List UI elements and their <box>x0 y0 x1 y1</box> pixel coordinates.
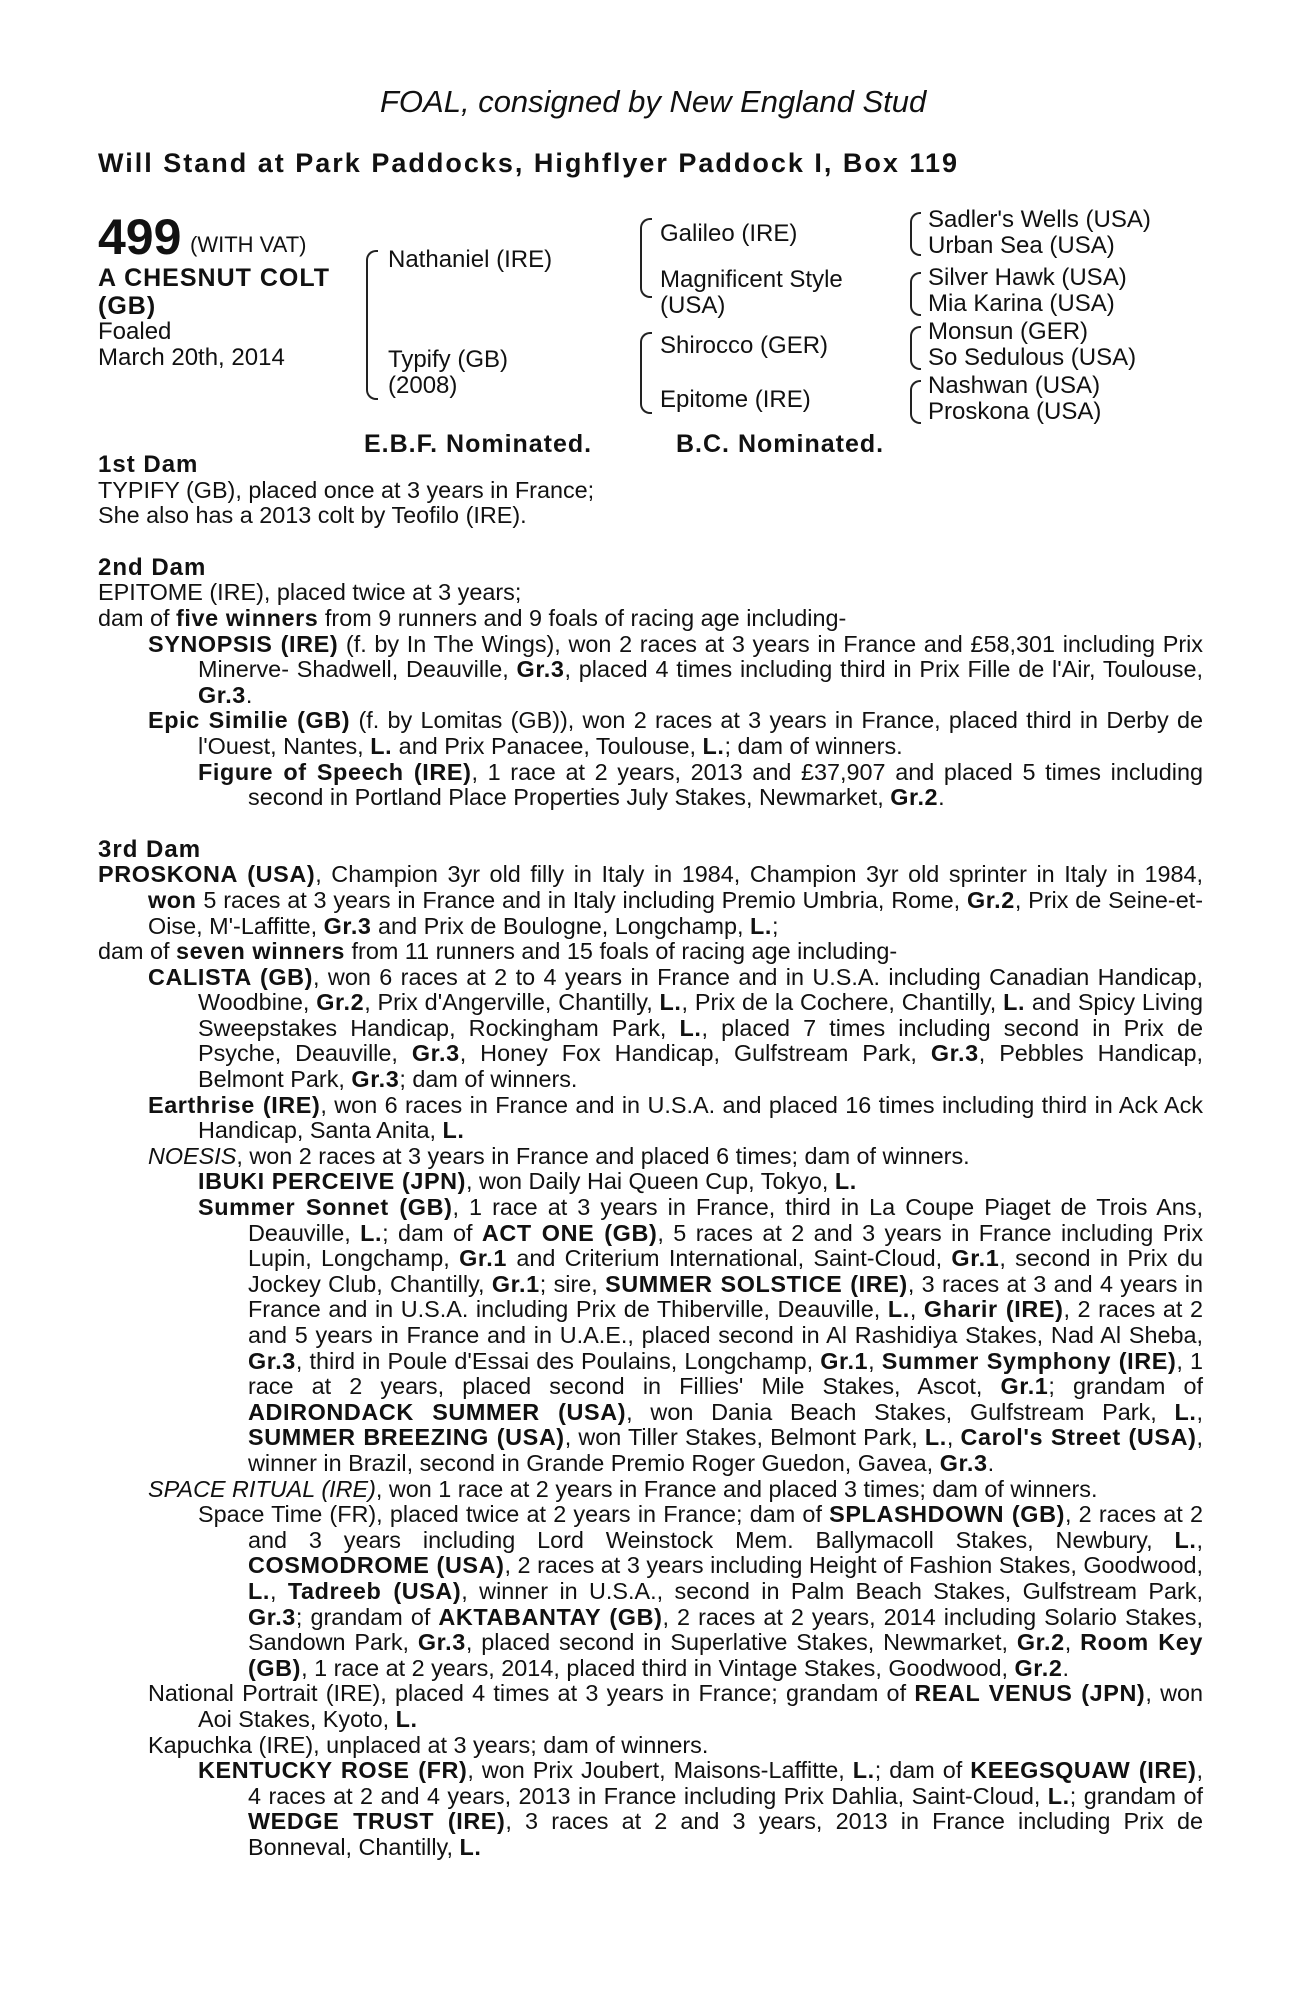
pedigree-sds: Silver Hawk (USA) <box>928 264 1127 291</box>
third-dam-damof: dam of seven winners from 11 runners and 15 foals of racing age including- <box>98 938 898 965</box>
figure-of-speech-entry: Figure of Speech (IRE), 1 race at 2 years, 2013 and £37,907 and placed 5 times including second in Portland Place Properties July Stakes, Newmarket, Gr.2. <box>198 758 1203 811</box>
pedigree-brace-1 <box>366 250 378 400</box>
pedigree-dam-line2: (2008) <box>388 372 458 399</box>
kentucky-rose-entry: KENTUCKY ROSE (FR), won Prix Joubert, Maisons-Laffitte, L.; dam of KEEGSQUAW (IRE), 4 races at 2 and 4 years, 2013 in France including Prix Dahlia, Saint-Cloud, L.; grandam of WEDGE TRUST (IRE), 3 races at 2 and 3 years, 2013 in France including Prix de Bonneval, Chantilly, L. <box>198 1757 1203 1860</box>
pedigree-brace-3d <box>910 380 921 424</box>
bc-nominated: B.C. Nominated. <box>676 430 885 458</box>
ebf-nominated: E.B.F. Nominated. <box>364 430 593 458</box>
pedigree-dam-line1: Typify (GB) <box>388 346 509 373</box>
pedigree-sd-line2: (USA) <box>660 292 726 319</box>
first-dam-line2: She also has a 2013 colt by Teofilo (IRE). <box>98 502 527 529</box>
pedigree-sire: Nathaniel (IRE) <box>388 246 553 273</box>
first-dam-line1: TYPIFY (GB), placed once at 3 years in France; <box>98 476 595 503</box>
lot-title <box>98 264 330 320</box>
pedigree-sss: Sadler's Wells (USA) <box>928 206 1151 233</box>
pedigree-brace-3c <box>910 326 921 370</box>
national-portrait-entry: National Portrait (IRE), placed 4 times at 3 years in France; grandam of REAL VENUS (JPN), won Aoi Stakes, Kyoto, L. <box>148 1680 1203 1732</box>
pedigree-ddd: Proskona (USA) <box>928 398 1102 425</box>
foaled-date: March 20th, 2014 <box>98 344 285 371</box>
pedigree-brace-3a <box>910 212 921 256</box>
pedigree-brace-2b <box>640 332 652 414</box>
pedigree-sdd: Mia Karina (USA) <box>928 290 1115 317</box>
pedigree-dd: Epitome (IRE) <box>660 386 811 413</box>
pedigree-brace-3b <box>910 272 921 316</box>
noesis-entry: NOESIS, won 2 races at 3 years in France and placed 6 times; dam of winners. <box>148 1142 970 1169</box>
second-dam-damof: dam of five winners from 9 runners and 9 foals of racing age including- <box>98 604 847 631</box>
third-dam-heading: 3rd Dam <box>98 835 202 863</box>
pedigree-dss: Monsun (GER) <box>928 318 1089 345</box>
vat-note: (WITH VAT) <box>190 232 307 257</box>
proskona-entry: PROSKONA (USA), Champion 3yr old filly in Italy in 1984, Champion 3yr old sprinter in Italy in 1984, won 5 races at 3 years in France and in Italy including Premio Umbria, Rome, Gr.2, Prix de Seine-et-Oise, M'-Laffitte, Gr.3 and Prix de Boulogne, Longchamp, L.; <box>98 861 1204 939</box>
pedigree-brace-2a <box>640 218 652 298</box>
epic-similie-entry: Epic Similie (GB) (f. by Lomitas (GB)), won 2 races at 3 years in France, placed third in Derby de l'Ouest, Nantes, L. and Prix Panacee, Toulouse, L.; dam of winners. <box>148 707 1203 759</box>
foaled-label: Foaled <box>98 318 172 345</box>
synopsis-entry: SYNOPSIS (IRE) (f. by In The Wings), won 2 races at 3 years in France and £58,301 including Prix Minerve- Shadwell, Deauville, Gr.3, placed 4 times including third in Prix Fille de l'Air, Toulouse, Gr.3. <box>148 630 1204 708</box>
ibuki-entry: IBUKI PERCEIVE (JPN), won Daily Hai Queen Cup, Tokyo, L. <box>198 1168 857 1195</box>
consignor-heading: FOAL, consigned by New England Stud <box>380 84 927 119</box>
pedigree-dds: Nashwan (USA) <box>928 372 1101 399</box>
stand-location: Will Stand at Park Paddocks, Highflyer Paddock I, Box 119 <box>98 148 959 178</box>
lot-number: 499 <box>98 209 182 265</box>
first-dam-heading: 1st Dam <box>98 451 199 478</box>
pedigree-notes <box>98 452 1203 1860</box>
earthrise-entry: Earthrise (IRE), won 6 races in France and in U.S.A. and placed 16 times including third in Ack Ack Handicap, Santa Anita, L. <box>148 1091 1203 1144</box>
pedigree-ss: Galileo (IRE) <box>660 220 798 247</box>
calista-entry: CALISTA (GB), won 6 races at 2 to 4 years in France and in U.S.A. including Canadian Handicap, Woodbine, Gr.2, Prix d'Angerville, Chantilly, L., Prix de la Cochere, Chantilly, L. and Spicy Living Sweepstakes Handicap, Rockingham Park, L., placed 7 times including second in Prix de Psyche, Deauville, Gr.3, Honey Fox Handicap, Gulfstream Park, Gr.3, Pebbles Handicap, Belmont Park, Gr.3; dam of winners. <box>148 963 1204 1093</box>
second-dam-heading: 2nd Dam <box>98 553 207 581</box>
summer-sonnet-entry: Summer Sonnet (GB), 1 race at 3 years in France, third in La Coupe Piaget de Trois Ans, Deauville, L.; dam of ACT ONE (GB), 5 races at 2 and 3 years in France including Prix Lupin, Longchamp, Gr.1 and Criterium International, Saint-Cloud, Gr.1, second in Prix du Jockey Club, Chantilly, Gr.1; sire, SUMMER SOLSTICE (IRE), 3 races at 3 and 4 years in France and in U.S.A. including Prix de Thiberville, Deauville, L., Gharir (IRE), 2 races at 2 and 5 years in France and in U.A.E., placed second in Al Rashidiya Stakes, Nad Al Sheba, Gr.3, third in Poule d'Essai des Poulains, Longchamp, Gr.1, Summer Symphony (IRE), 1 race at 2 years, placed second in Fillies' Mile Stakes, Ascot, Gr.1; grandam of ADIRONDACK SUMMER (USA), won Dania Beach Stakes, Gulfstream Park, L., SUMMER BREEZING (USA), won Tiller Stakes, Belmont Park, L., Carol's Street (USA), winner in Brazil, second in Grande Premio Roger Guedon, Gavea, Gr.3. <box>198 1194 1204 1476</box>
pedigree-dsd: So Sedulous (USA) <box>928 344 1137 371</box>
lot-title-line1: A CHESNUT COLT <box>98 264 331 292</box>
lot-title-line2: (GB) <box>98 292 157 320</box>
space-time-entry: Space Time (FR), placed twice at 2 years in France; dam of SPLASHDOWN (GB), 2 races at 2 and 3 years including Lord Weinstock Mem. Ballymacoll Stakes, Newbury, L., COSMODROME (USA), 2 races at 3 years including Height of Fashion Stakes, Goodwood, L., Tadreeb (USA), winner in U.S.A., second in Palm Beach Stakes, Gulfstream Park, Gr.3; grandam of AKTABANTAY (GB), 2 races at 2 years, 2014 including Solario Stakes, Sandown Park, Gr.3, placed second in Superlative Stakes, Newmarket, Gr.2, Room Key (GB), 1 race at 2 years, 2014, placed third in Vintage Stakes, Goodwood, Gr.2. <box>198 1501 1204 1681</box>
pedigree-sd-line1: Magnificent Style <box>660 266 843 293</box>
pedigree-ds: Shirocco (GER) <box>660 332 829 359</box>
second-dam-line1: EPITOME (IRE), placed twice at 3 years; <box>98 579 522 606</box>
kapuchka-entry: Kapuchka (IRE), unplaced at 3 years; dam of winners. <box>148 1731 709 1758</box>
space-ritual-entry: SPACE RITUAL (IRE), won 1 race at 2 years in France and placed 3 times; dam of winners. <box>148 1475 1098 1502</box>
pedigree-ssd: Urban Sea (USA) <box>928 232 1115 259</box>
